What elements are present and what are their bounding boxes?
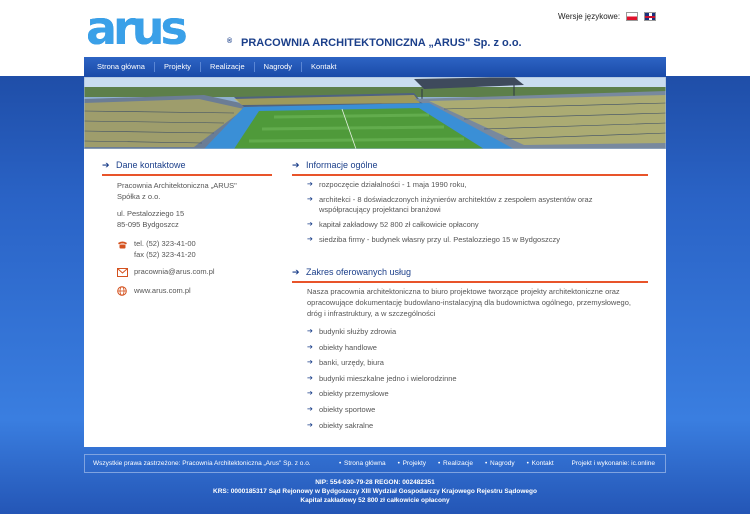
tax-id-line: NIP: 554-030-79-28 REGON: 002482351 [315, 479, 435, 486]
list-item: ➔ obiekty handlowe [307, 343, 457, 353]
list-item: ➔ obiekty przemysłowe [307, 389, 457, 399]
list-item: ➔ obiekty sakralne [307, 421, 457, 431]
footer-copyright: Wszystkie prawa zastrzeżone: Pracownia Architektoniczna „Arus" Sp. z o.o. [93, 460, 311, 467]
footer-nav-realizations[interactable]: • Realizacje [438, 460, 473, 467]
nav-awards[interactable]: Nagrody [255, 62, 302, 72]
capital-line: Kapitał zakładowy 52 800 zł całkowicie opłacony [300, 497, 450, 504]
nav-realizations[interactable]: Realizacje [201, 62, 255, 72]
services-section-title: ➔ Zakres oferowanych usług [292, 267, 648, 283]
contact-email-link[interactable]: pracownia@arus.com.pl [134, 267, 215, 276]
globe-icon [117, 286, 127, 296]
language-label: Wersje językowe: [558, 12, 621, 21]
contact-street: ul. Pestalozziego 15 [117, 209, 185, 218]
contact-website-link[interactable]: www.arus.com.pl [134, 286, 191, 295]
info-list-continuation: współpracujący projektanci branżowi [319, 205, 441, 214]
nav-contact[interactable]: Kontakt [311, 62, 337, 71]
list-item: ➔ kapitał zakładowy 52 800 zł całkowicie opłacony [307, 220, 560, 230]
info-list [307, 180, 592, 205]
phone-icon [117, 240, 128, 249]
contact-company-type: Spółka z o.o. [117, 192, 161, 201]
stadium-banner-image [84, 77, 666, 149]
contact-city: 85-095 Bydgoszcz [117, 220, 179, 229]
footer-credit-link[interactable]: Projekt i wykonanie: ic.online [571, 460, 655, 467]
contact-phone: tel. (52) 323-41-00 [134, 239, 196, 248]
footer-nav-contact[interactable]: • Kontakt [527, 460, 554, 467]
list-item: ➔ architekci - 8 doświadczonych inżynierów architektów z zespołem asystentów oraz [307, 195, 592, 205]
footer-nav-home[interactable]: • Strona główna [339, 460, 386, 467]
list-item: ➔ banki, urzędy, biura [307, 358, 457, 368]
arus-logo[interactable] [84, 1, 234, 55]
nav-home[interactable]: Strona główna [88, 62, 155, 72]
footer-nav-projects[interactable]: • Projekty [398, 460, 426, 467]
list-item: ➔ budynki mieszkalne jedno i wielorodzinne [307, 374, 457, 384]
list-item: ➔ budynki służby zdrowia [307, 327, 457, 337]
main-navigation [84, 57, 666, 77]
contact-company-name: Pracownia Architektoniczna „ARUS" [117, 181, 237, 190]
company-registration-info [84, 478, 666, 505]
logo-wordmark: arus [86, 1, 184, 55]
services-intro-line1: Nasza pracownia architektoniczna to biuro projektowe tworzące projekty architektoniczne oraz [307, 287, 620, 296]
contact-section-title: ➔ Dane kontaktowe [102, 160, 272, 176]
list-item: ➔ siedziba firmy - budynek własny przy ul. Pestalozziego 15 w Bydgoszczy [307, 235, 560, 245]
content-panel [84, 149, 666, 447]
list-item: ➔ rozpoczęcie działalności - 1 maja 1990 roku, [307, 180, 592, 190]
footer-nav-awards[interactable]: • Nagrody [485, 460, 515, 467]
services-intro-line3: dróg i infrastruktury, a w szczególności [307, 309, 436, 318]
krs-line: KRS: 0000185317 Sąd Rejonowy w Bydgoszczy XIII Wydział Gospodarczy Krajowego Rejestru Sądowego [213, 488, 537, 495]
nav-projects[interactable]: Projekty [155, 62, 201, 72]
info-section-title: ➔ Informacje ogólne [292, 160, 648, 176]
email-icon [117, 268, 128, 277]
info-list-continued [307, 220, 560, 245]
polish-flag-icon[interactable] [626, 12, 638, 21]
services-intro-line2: opracowujące dokumentację budowlano-instalacyjną dla budownictwa ogólnego, przemysłowego, [307, 298, 631, 307]
list-item: ➔ obiekty sportowe [307, 405, 457, 415]
services-list [307, 327, 457, 431]
english-flag-icon[interactable] [644, 12, 656, 21]
footer-navigation [339, 460, 566, 467]
footer-bar [84, 454, 666, 473]
logo-registered-mark: ® [227, 38, 233, 45]
contact-fax: fax (52) 323-41-20 [134, 250, 196, 259]
company-name: PRACOWNIA ARCHITEKTONICZNA „ARUS" Sp. z o.o. [241, 37, 522, 49]
